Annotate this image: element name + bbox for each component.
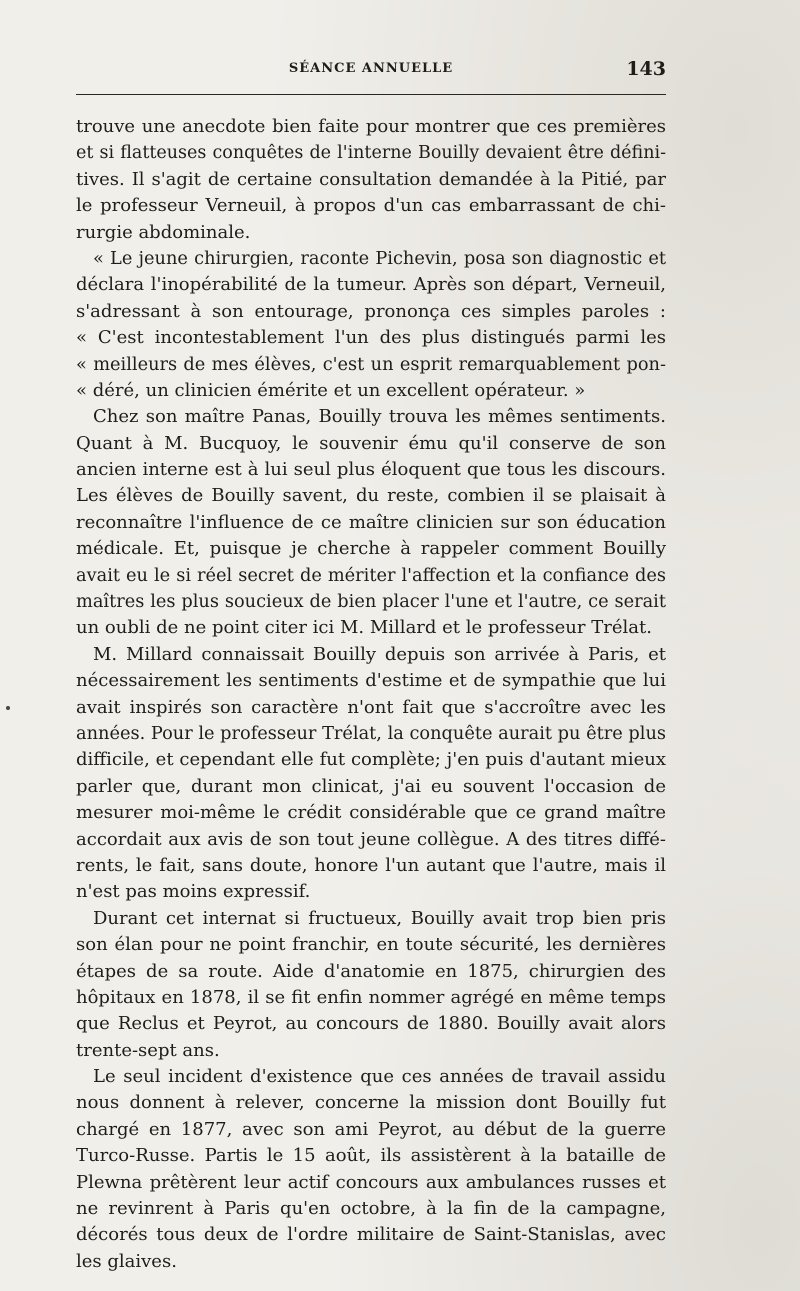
header-rule — [76, 94, 666, 95]
text-line: et si flatteuses conquêtes de l'interne Bouilly devaient être défini- — [76, 143, 666, 164]
text-line: années. Pour le professeur Trélat, la conquête aurait pu être plus — [76, 723, 666, 744]
text-line: son élan pour ne point franchir, en toute sécurité, les dernières — [76, 934, 666, 956]
text-line: Chez son maître Panas, Bouilly trouva les mêmes sentiments. — [93, 406, 666, 428]
text-line: décorés tous deux de l'ordre militaire de Saint-Stanislas, avec — [76, 1224, 666, 1246]
text-line: Turco-Russe. Partis le 15 août, ils assistèrent à la bataille de — [76, 1145, 666, 1167]
text-line: les glaives. — [76, 1250, 177, 1272]
page-header — [76, 58, 666, 82]
text-line: chargé en 1877, avec son ami Peyrot, au début de la guerre — [76, 1118, 666, 1140]
text-line: Plewna prêtèrent leur actif concours aux ambulances russes et — [76, 1171, 666, 1193]
text-line: M. Millard connaissait Bouilly depuis son arrivée à Paris, et — [93, 643, 666, 665]
text-line: Le seul incident d'existence que ces années de travail assidu — [93, 1066, 666, 1088]
text-line: un oubli de ne point citer ici M. Millard et le professeur Trélat. — [76, 617, 652, 639]
margin-speck — [6, 706, 10, 710]
text-line: le professeur Verneuil, à propos d'un cas embarrassant de chi- — [76, 195, 666, 217]
text-line: Durant cet internat si fructueux, Bouilly avait trop bien pris — [93, 907, 666, 929]
text-line: accordait aux avis de son tout jeune collègue. A des titres diffé- — [76, 828, 666, 850]
text-line: s'adressant à son entourage, prononça ces simples paroles : — [76, 300, 666, 322]
text-line: déclara l'inopérabilité de la tumeur. Après son départ, Verneuil, — [76, 274, 666, 296]
text-line: que Reclus et Peyrot, au concours de 1880. Bouilly avait alors — [76, 1013, 666, 1035]
text-line: trouve une anecdote bien faite pour montrer que ces premières — [76, 116, 666, 137]
body-text — [76, 114, 666, 1275]
text-line: nécessairement les sentiments d'estime et de sympathie que lui — [76, 670, 666, 692]
text-line: Les élèves de Bouilly savent, du reste, combien il se plaisait à — [76, 485, 666, 507]
text-line: « Le jeune chirurgien, raconte Pichevin, posa son diagnostic et — [93, 248, 666, 269]
text-line: ne revinrent à Paris qu'en octobre, à la fin de la campagne, — [76, 1198, 666, 1220]
text-line: maîtres les plus soucieux de bien placer l'une et l'autre, ce serait — [76, 592, 666, 613]
text-line: difficile, et cependant elle fut complète; j'en puis d'autant mieux — [76, 749, 666, 771]
text-line: avait inspirés son caractère n'ont fait que s'accroître avec les — [76, 696, 666, 718]
text-line: n'est pas moins expressif. — [76, 881, 311, 903]
text-line: Quant à M. Bucquoy, le souvenir ému qu'il conserve de son — [76, 432, 666, 454]
text-line: nous donnent à relever, concerne la mission dont Bouilly fut — [76, 1092, 666, 1114]
text-line: « meilleurs de mes élèves, c'est un esprit remarquablement pon- — [76, 354, 666, 375]
text-line: « C'est incontestablement l'un des plus distingués parmi les — [76, 327, 666, 349]
text-line: trente-sept ans. — [76, 1039, 220, 1061]
text-line: avait eu le si réel secret de mériter l'affection et la confiance des — [76, 565, 666, 586]
text-line: hôpitaux en 1878, il se fit enfin nommer agrégé en même temps — [76, 986, 666, 1008]
text-line: rents, le fait, sans doute, honore l'un autant que l'autre, mais il — [76, 854, 666, 876]
text-line: ancien interne est à lui seul plus éloquent que tous les discours. — [76, 459, 666, 481]
text-line: « déré, un clinicien émérite et un excellent opérateur. » — [76, 379, 586, 401]
text-line: rurgie abdominale. — [76, 221, 251, 243]
text-line: parler que, durant mon clinicat, j'ai eu souvent l'occasion de — [76, 775, 666, 797]
text-line: mesurer moi-même le crédit considérable que ce grand maître — [76, 802, 666, 824]
text-line: reconnaître l'influence de ce maître clinicien sur son éducation — [76, 511, 666, 533]
running-title: SÉANCE ANNUELLE — [288, 61, 454, 76]
text-line: médicale. Et, puisque je cherche à rappeler comment Bouilly — [76, 538, 666, 560]
text-line: étapes de sa route. Aide d'anatomie en 1875, chirurgien des — [76, 960, 666, 982]
text-line: tives. Il s'agit de certaine consultation demandée à la Pitié, par — [76, 168, 666, 190]
page-number: 143 — [626, 58, 666, 80]
